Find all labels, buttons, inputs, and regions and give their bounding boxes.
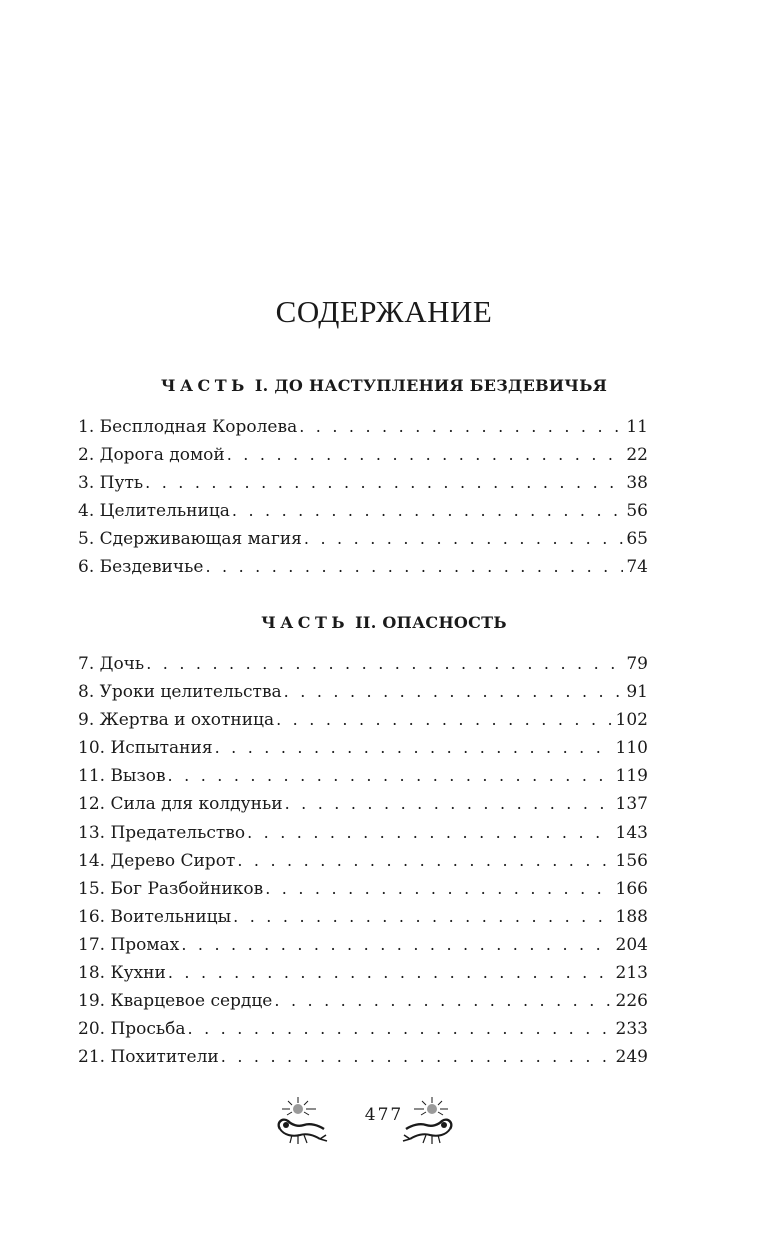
toc-entry[interactable] — [78, 650, 648, 678]
entry-title: 5. Сдерживающая магия — [78, 529, 302, 550]
dot-leader — [221, 1043, 613, 1071]
entry-page-number: 137 — [615, 794, 648, 815]
dot-leader — [168, 959, 613, 987]
toc-entry[interactable] — [78, 469, 648, 497]
dot-leader — [299, 413, 623, 441]
entry-title: 16. Воительницы — [78, 906, 232, 927]
toc-list-part-1 — [78, 413, 648, 582]
entry-page-number: 213 — [615, 963, 648, 984]
entry-page-number: 188 — [615, 906, 648, 927]
entry-page-number: 56 — [626, 501, 648, 522]
toc-entry[interactable] — [78, 525, 648, 553]
page-title: СОДЕРЖАНИЕ — [275, 294, 493, 329]
dot-leader — [168, 762, 613, 790]
toc-entry[interactable] — [78, 790, 648, 818]
toc-entry[interactable] — [78, 847, 648, 875]
dot-leader — [237, 847, 612, 875]
entry-title: 1. Бесплодная Королева — [78, 417, 298, 437]
toc-entry[interactable] — [78, 819, 648, 847]
page-number: 477 — [364, 1105, 404, 1125]
toc-entry[interactable] — [78, 959, 648, 987]
entry-page-number: 226 — [615, 991, 648, 1012]
part-heading-2 — [0, 613, 768, 632]
entry-title: 12. Сила для колдуньи — [78, 794, 283, 815]
entry-title: 21. Похитители — [78, 1047, 219, 1068]
dot-leader — [304, 525, 623, 553]
entry-page-number: 143 — [615, 822, 648, 843]
dot-leader — [188, 1015, 613, 1043]
entry-page-number: 249 — [615, 1047, 648, 1068]
dot-leader — [276, 706, 612, 734]
entry-title: 15. Бог Разбойников — [78, 878, 264, 899]
toc-entry[interactable] — [78, 762, 648, 790]
entry-page-number: 22 — [626, 445, 648, 466]
toc-entry[interactable] — [78, 875, 648, 903]
entry-page-number: 38 — [626, 473, 648, 494]
scorpion-sun-ornament-icon — [398, 1095, 456, 1147]
toc-entry[interactable] — [78, 441, 648, 469]
entry-title: 3. Путь — [78, 473, 144, 494]
dot-leader — [205, 553, 623, 581]
toc-entry[interactable] — [78, 734, 648, 762]
entry-title: 9. Жертва и охотница — [78, 710, 275, 731]
entry-title: 20. Просьба — [78, 1019, 186, 1040]
part-label: ЧАСТЬ — [160, 376, 249, 395]
dot-leader — [181, 931, 612, 959]
toc-entry[interactable] — [78, 706, 648, 734]
toc-entry[interactable] — [78, 987, 648, 1015]
toc-entry[interactable] — [78, 553, 648, 581]
dot-leader — [274, 987, 612, 1015]
toc-entry[interactable] — [78, 497, 648, 525]
dot-leader — [146, 650, 623, 678]
entry-page-number: 74 — [626, 557, 648, 578]
dot-leader — [233, 903, 612, 931]
entry-title: 10. Испытания — [78, 738, 213, 759]
toc-entry[interactable] — [78, 413, 648, 441]
toc-entry[interactable] — [78, 678, 648, 706]
part-title: I. ДО НАСТУПЛЕНИЯ БЕЗДЕВИЧЬЯ — [254, 376, 608, 395]
dot-leader — [232, 497, 623, 525]
part-title: II. ОПАСНОСТЬ — [355, 613, 507, 632]
entry-title: 2. Дорога домой — [78, 445, 225, 466]
dot-leader — [227, 441, 624, 469]
entry-title: 18. Кухни — [78, 963, 166, 984]
dot-leader — [284, 678, 624, 706]
dot-leader — [145, 469, 623, 497]
entry-title: 17. Промах — [78, 934, 180, 955]
entry-title: 11. Вызов — [78, 766, 166, 787]
dot-leader — [285, 790, 613, 818]
entry-title: 13. Предательство — [78, 822, 246, 843]
part-heading-1 — [0, 376, 768, 395]
entry-page-number: 119 — [615, 766, 648, 787]
entry-title: 14. Дерево Сирот — [78, 850, 236, 871]
toc-entry[interactable] — [78, 903, 648, 931]
entry-page-number: 11 — [626, 417, 648, 437]
entry-title: 7. Дочь — [78, 654, 145, 674]
entry-page-number: 65 — [626, 529, 648, 550]
toc-entry[interactable] — [78, 1043, 648, 1071]
entry-page-number: 91 — [626, 682, 648, 703]
toc-entry[interactable] — [78, 1015, 648, 1043]
entry-title: 8. Уроки целительства — [78, 682, 282, 703]
entry-title: 4. Целительница — [78, 501, 230, 522]
dot-leader — [247, 819, 612, 847]
page-folio — [0, 1095, 768, 1147]
dot-leader — [265, 875, 612, 903]
entry-page-number: 110 — [615, 738, 648, 759]
dot-leader — [215, 734, 613, 762]
toc-entry[interactable] — [78, 931, 648, 959]
entry-page-number: 166 — [615, 878, 648, 899]
entry-page-number: 204 — [615, 934, 648, 955]
entry-page-number: 79 — [626, 654, 648, 674]
entry-title: 19. Кварцевое сердце — [78, 991, 273, 1012]
toc-list-part-2 — [78, 650, 648, 1071]
entry-page-number: 233 — [615, 1019, 648, 1040]
entry-title: 6. Бездевичье — [78, 557, 204, 578]
part-label: ЧАСТЬ — [261, 613, 350, 632]
entry-page-number: 156 — [615, 850, 648, 871]
entry-page-number: 102 — [615, 710, 648, 731]
